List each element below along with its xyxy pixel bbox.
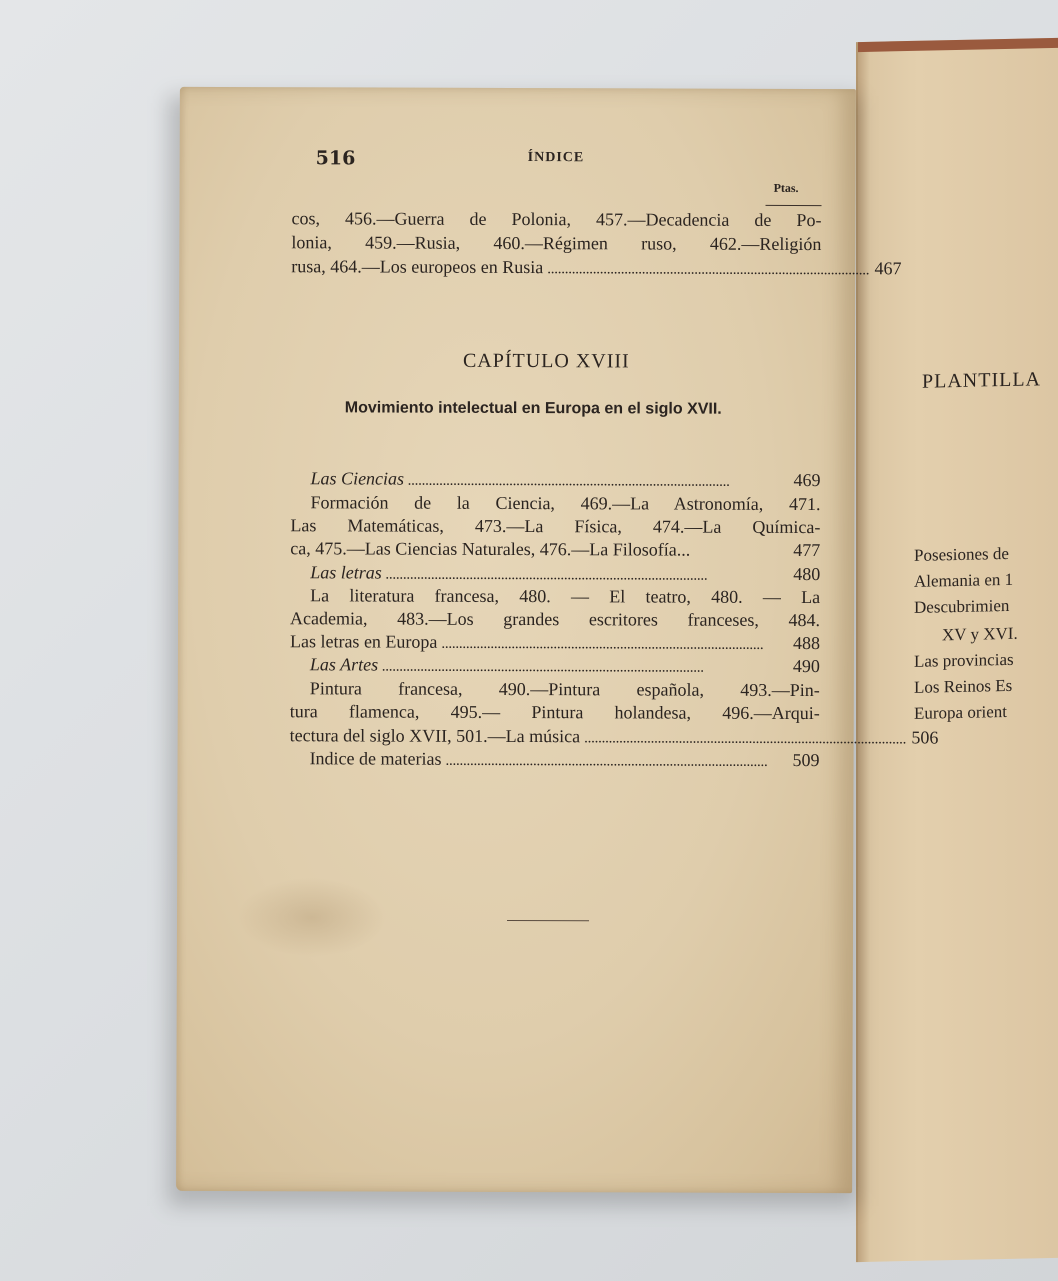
toc-page-ref: 490 xyxy=(792,655,820,677)
facing-page-heading: PLANTILLA xyxy=(922,368,1041,393)
toc-entry: La literatura francesa, 480. — El teatro, 480. — La xyxy=(310,585,821,608)
page-number: 516 xyxy=(315,147,356,170)
facing-page-line: Europa orient xyxy=(914,701,1007,723)
toc-entry: Las Ciencias . . . 469 xyxy=(291,467,821,494)
toc-entry: ca, 475.—Las Ciencias Naturales, 476.—La Filosofía... 477 xyxy=(290,538,821,561)
toc-entry: Pintura francesa, 490.—Pintura española, 493.—Pin- xyxy=(309,678,820,701)
toc-page-ref: 506 xyxy=(911,727,939,748)
facing-page-line: Los Reinos Es xyxy=(914,675,1013,697)
toc-entry: Las letras . . . 480 xyxy=(290,561,820,588)
column-label: Ptas. xyxy=(773,180,799,195)
toc-entry: Formación de la Ciencia, 469.—La Astronomía, 471. xyxy=(310,492,821,515)
toc-page-ref: 488 xyxy=(792,632,821,654)
chapter-title: CAPÍTULO XVIII xyxy=(462,349,630,373)
toc-entry: Academia, 483.—Los grandes escritores franceses, 484. xyxy=(290,608,821,631)
toc-entry: tectura del siglo XVII, 501.—La música . . . 506 xyxy=(290,724,820,751)
book-cover-edge xyxy=(858,38,1058,52)
running-head: ÍNDICE xyxy=(527,150,585,166)
toc-page-ref: 480 xyxy=(793,563,821,585)
toc-entry: Las Matemáticas, 473.—La Física, 474.—La Química- xyxy=(290,515,821,538)
toc-page-ref: 477 xyxy=(793,539,821,561)
facing-page-line: Las provincias xyxy=(914,649,1014,671)
facing-page-line: Posesiones de xyxy=(914,543,1009,565)
toc-entry: Indice de materias . . . 509 xyxy=(290,747,820,774)
book-page xyxy=(176,87,939,1193)
toc-entry: tura flamenca, 495.— Pintura holandesa, 496.—Arqui- xyxy=(289,701,820,724)
toc-entry: Las letras en Europa . . . 488 xyxy=(290,630,820,657)
facing-page xyxy=(856,38,1058,1262)
toc-line: lonia, 459.—Rusia, 460.—Régimen ruso, 462.—Religión xyxy=(291,232,822,255)
toc-page-ref: 509 xyxy=(792,749,820,771)
toc-entry: Las Artes . . . 490 xyxy=(290,653,820,680)
toc-page-ref: 467 xyxy=(874,258,902,279)
toc-line: rusa, 464.—Los europeos en Rusia . . . 467 xyxy=(291,255,821,282)
end-rule xyxy=(507,920,589,921)
facing-page-line: Descubrimien xyxy=(914,595,1010,617)
chapter-subtitle: Movimiento intelectual en Europa en el siglo XVII. xyxy=(344,399,722,418)
facing-page-line: XV y XVI. xyxy=(942,623,1018,645)
facing-page-line: Alemania en 1 xyxy=(914,569,1014,591)
column-label-rule xyxy=(766,205,822,206)
toc-page-ref: 469 xyxy=(793,469,821,491)
toc-line: cos, 456.—Guerra de Polonia, 457.—Decadencia de Po- xyxy=(291,208,822,231)
